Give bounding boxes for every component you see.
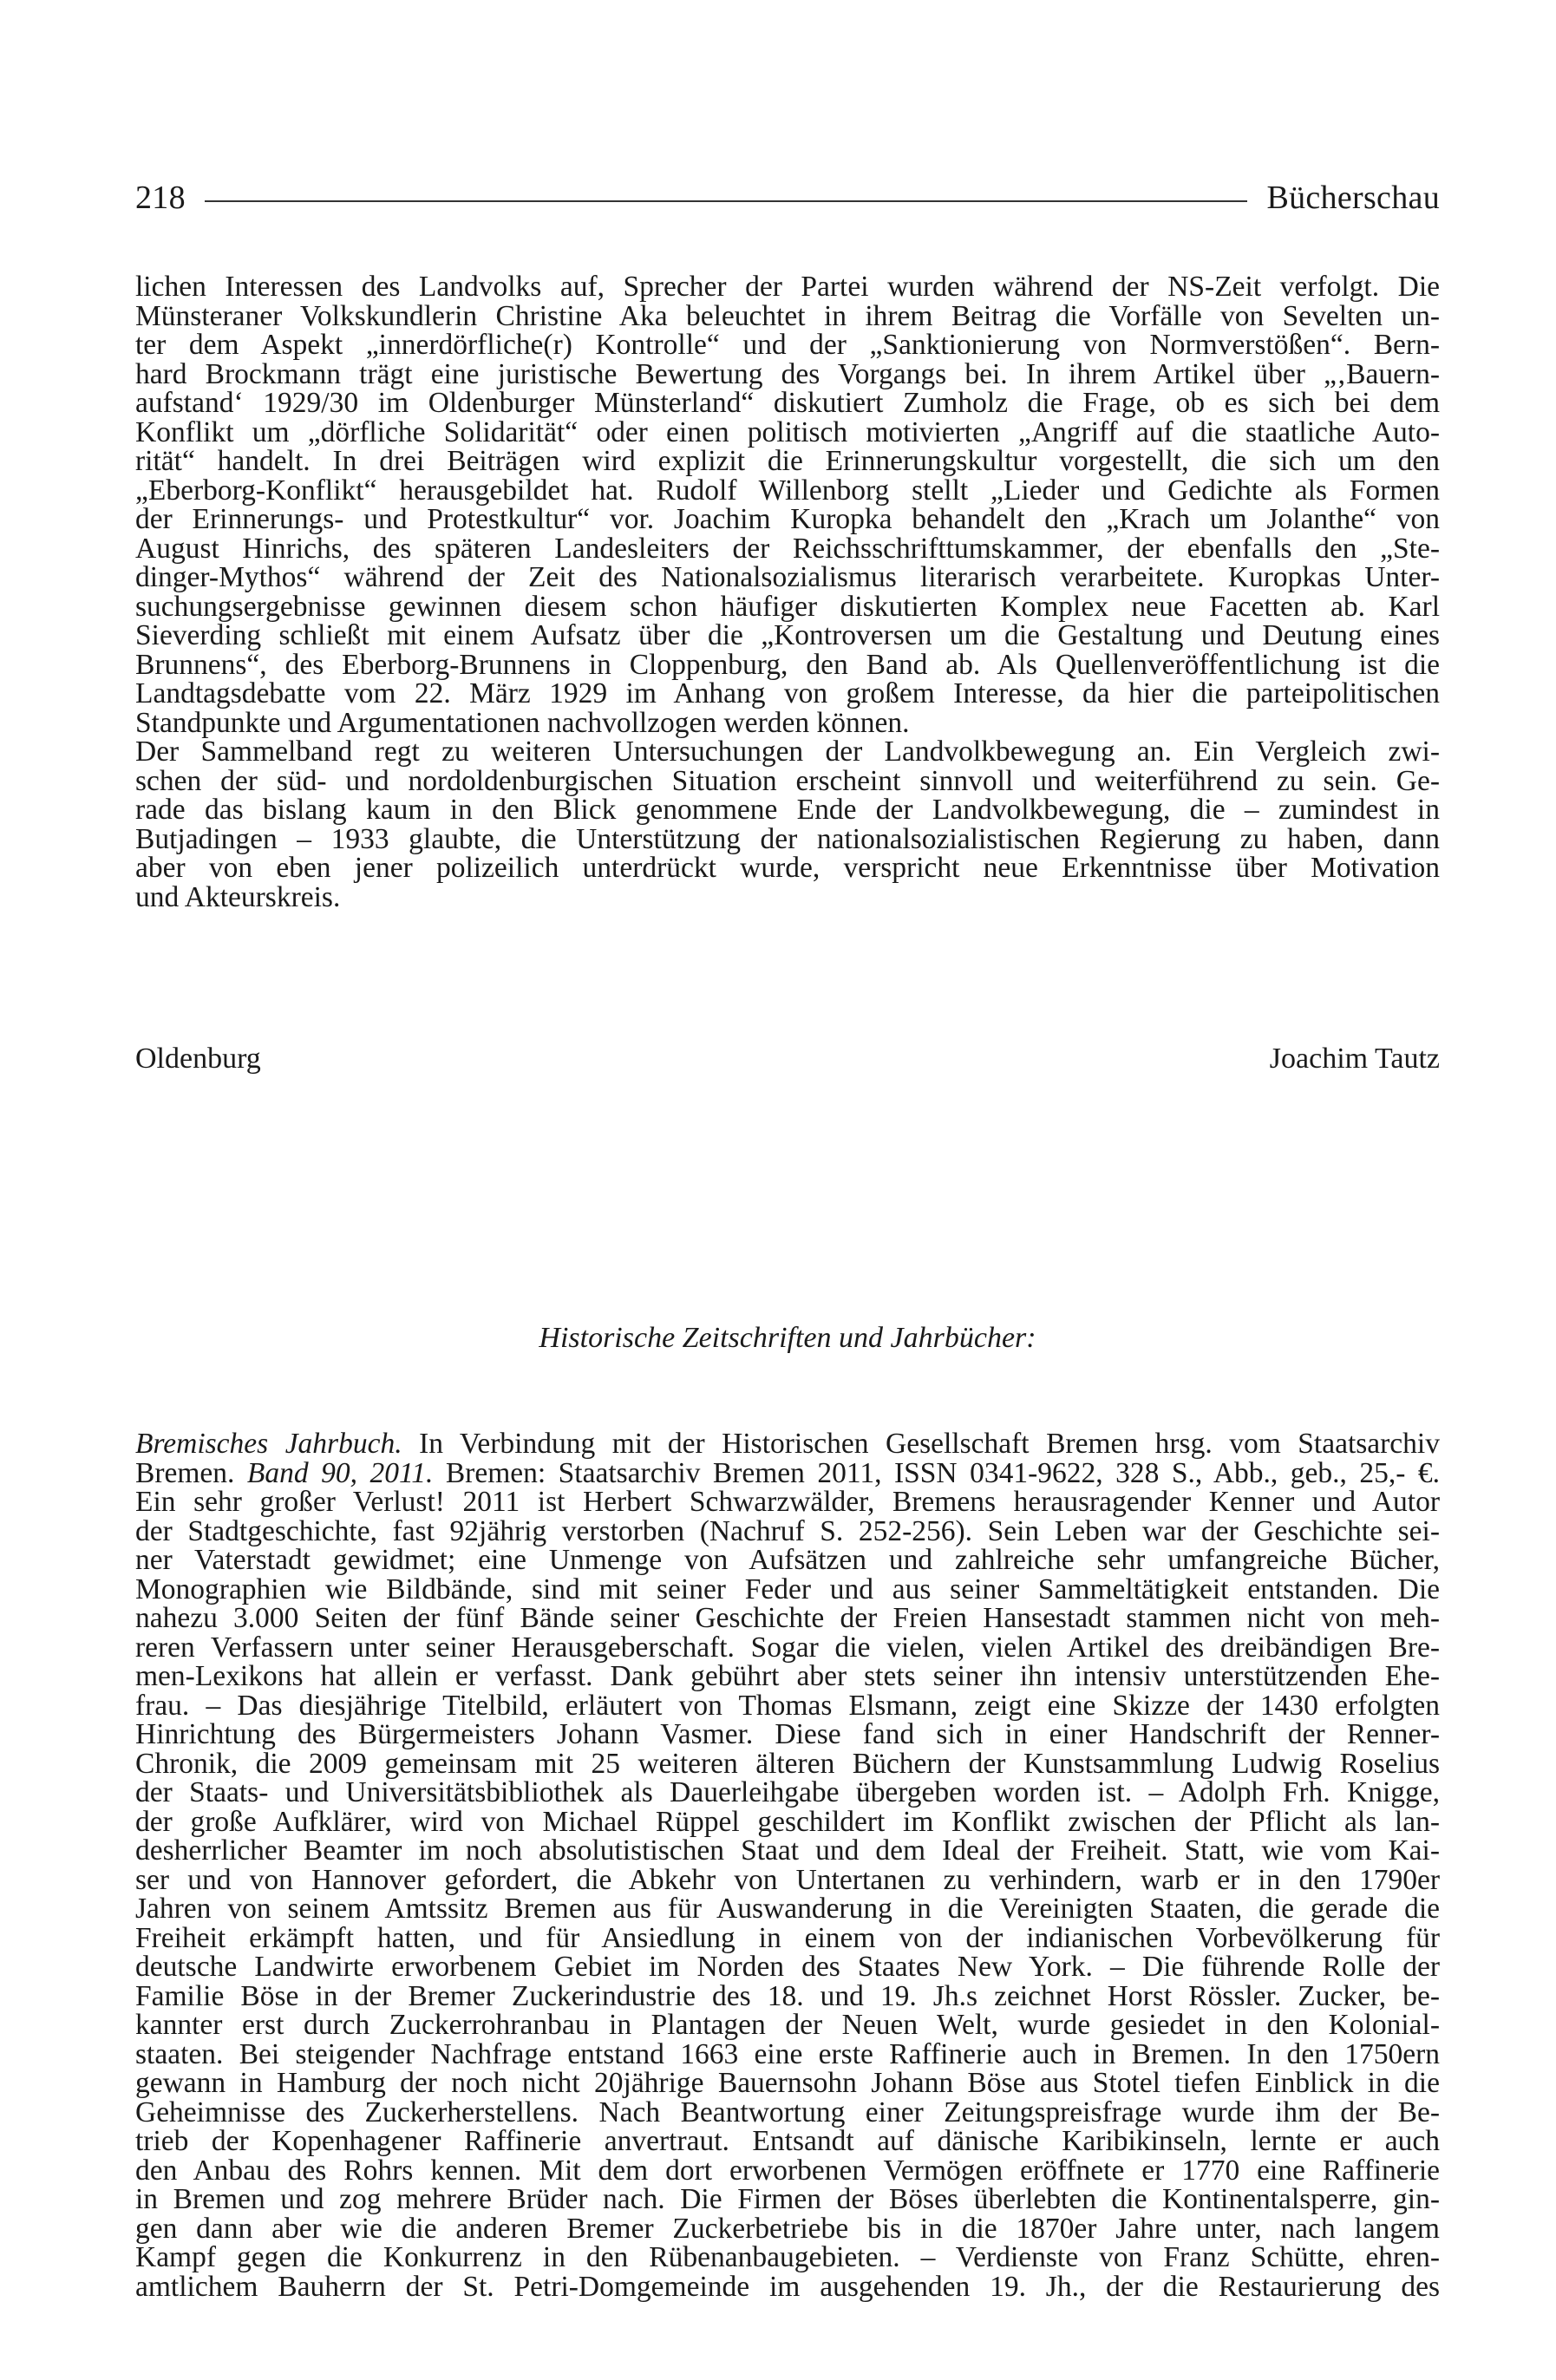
text-line: August Hinrichs, des späteren Landesleiters der Reichsschrifttumskammer, der ebenfalls den „Ste- bbox=[135, 532, 1440, 565]
text-line: „Eberborg-Konflikt“ herausgebildet hat. Rudolf Willenborg stellt „Lieder und Gedichte als Formen bbox=[135, 474, 1440, 507]
section-heading: Historische Zeitschriften und Jahrbücher: bbox=[539, 1322, 1036, 1354]
signature-author: Joachim Tautz bbox=[1269, 1043, 1440, 1075]
text-line: ser und von Hannover gefordert, die Abkehr von Untertanen zu verhindern, warb er in den 1790er bbox=[135, 1863, 1440, 1896]
text-line: Freiheit erkämpft hatten, und für Ansiedlung in einem von der indianischen Vorbevölkerung für bbox=[135, 1921, 1440, 1954]
text-line: gewann in Hamburg der noch nicht 20jährige Bauernsohn Johann Böse aus Stotel tiefen Einblick in die bbox=[135, 2067, 1440, 2099]
text-line: trieb der Kopenhagener Raffinerie anvertraut. Entsandt auf dänische Karibikinseln, lernte er auch bbox=[135, 2125, 1440, 2157]
text-line: und Akteurskreis. bbox=[135, 880, 341, 913]
text-line: schen der süd- und nordoldenburgischen Situation erscheint sinnvoll und weiterführend zu sein. Ge- bbox=[135, 764, 1440, 797]
text-line: desherrlicher Beamter im noch absolutistischen Staat und dem Ideal der Freiheit. Statt, wie vom Kai- bbox=[135, 1834, 1440, 1867]
journal-line-rest: In Verbindung mit der Historischen Gesellschaft Bremen hrsg. vom Staatsarchiv bbox=[402, 1428, 1440, 1460]
journal-title: Bremisches Jahrbuch. bbox=[135, 1428, 402, 1460]
text-line: Jahren von seinem Amtssitz Bremen aus für Auswanderung in die Vereinigten Staaten, die gerade die bbox=[135, 1893, 1440, 1925]
review-signature bbox=[135, 1043, 1440, 1077]
text-line: Landtagsdebatte vom 22. März 1929 im Anhang von großem Interesse, da hier die parteipolitischen bbox=[135, 677, 1440, 709]
text-line: aufstand‘ 1929/30 im Oldenburger Münsterland“ diskutiert Zumholz die Frage, ob es sich bei dem bbox=[135, 387, 1440, 419]
text-line: dinger-Mythos“ während der Zeit des Nationalsozialismus literarisch verarbeitete. Kuropkas Unter- bbox=[135, 561, 1440, 593]
text-line: in Bremen und zog mehrere Brüder nach. Die Firmen der Böses überlebten die Kontinentalsperre, gin- bbox=[135, 2183, 1440, 2215]
journal-volume: Band 90, 2011. bbox=[246, 1456, 434, 1489]
text-line: nahezu 3.000 Seiten der fünf Bände seiner Geschichte der Freien Hansestadt stammen nicht von meh- bbox=[135, 1602, 1440, 1634]
text-line: Brunnens“, des Eberborg-Brunnens in Cloppenburg, den Band ab. Als Quellenveröffentlichung ist die bbox=[135, 648, 1440, 681]
text-line: Kampf gegen die Konkurrenz in den Rübenanbaugebieten. – Verdienste von Franz Schütte, ehren- bbox=[135, 2241, 1440, 2273]
text-line: kannter erst durch Zuckerrohranbau in Plantagen der Neuen Welt, wurde gesiedet in den Kolonial- bbox=[135, 2009, 1440, 2041]
text-line: lichen Interessen des Landvolks auf, Sprecher der Partei wurden während der NS-Zeit verfolgt. Die bbox=[135, 271, 1440, 303]
text-line: der Staats- und Universitätsbibliothek als Dauerleihgabe übergeben worden ist. – Adolph Frh. Knigge, bbox=[135, 1776, 1440, 1808]
text-line: deutsche Landwirte erworbenem Gebiet im Norden des Staates New York. – Die führende Rolle der bbox=[135, 1951, 1440, 1983]
text-line: hard Brockmann trägt eine juristische Bewertung des Vorgangs bei. In ihrem Artikel über „‚Bauern- bbox=[135, 357, 1440, 390]
running-header bbox=[135, 172, 1440, 224]
text-line: der Erinnerungs- und Protestkultur“ vor. Joachim Kuropka behandelt den „Krach um Jolanthe“ von bbox=[135, 503, 1440, 535]
text-line: Ein sehr großer Verlust! 2011 ist Herbert Schwarzwälder, Bremens herausragender Kenner und Autor bbox=[135, 1486, 1440, 1518]
page-number: 218 bbox=[135, 180, 186, 216]
text-line: frau. – Das diesjährige Titelbild, erläutert von Thomas Elsmann, zeigt eine Skizze der 1430 erfolgten bbox=[135, 1689, 1440, 1722]
text-line: men-Lexikons hat allein er verfasst. Dank gebührt aber stets seiner ihn intensiv unterstützenden Ehe- bbox=[135, 1660, 1440, 1692]
text-line: staaten. Bei steigender Nachfrage entstand 1663 eine erste Raffinerie auch in Bremen. In den 1750ern bbox=[135, 2037, 1440, 2070]
text-line: rität“ handelt. In drei Beiträgen wird explizit die Erinnerungskultur vorgestellt, die sich um den bbox=[135, 445, 1440, 477]
text-line: amtlichem Bauherrn der St. Petri-Domgemeinde im ausgehenden 19. Jh., der die Restaurierung des bbox=[135, 2270, 1440, 2303]
header-rule bbox=[205, 200, 1248, 202]
text-line: den Anbau des Rohrs kennen. Mit dem dort erworbenen Vermögen eröffnete er 1770 eine Raffinerie bbox=[135, 2154, 1440, 2187]
text-line: der Stadtgeschichte, fast 92jährig verstorben (Nachruf S. 252-256). Sein Leben war der Geschichte sei- bbox=[135, 1514, 1440, 1547]
text-line: Familie Böse in der Bremer Zuckerindustrie des 18. und 19. Jh.s zeichnet Horst Rössler. Zucker, be- bbox=[135, 1979, 1440, 2012]
text-line: Geheimnisse des Zuckerherstellens. Nach Beantwortung einer Zeitungspreisfrage wurde ihm der Be- bbox=[135, 2096, 1440, 2128]
signature-place: Oldenburg bbox=[135, 1043, 261, 1075]
text-line: Standpunkte und Argumentationen nachvollzogen werden können. bbox=[135, 706, 910, 739]
text-line: Sieverding schließt mit einem Aufsatz über die „Kontroversen um die Gestaltung und Deutung eines bbox=[135, 619, 1440, 651]
text-line: Chronik, die 2009 gemeinsam mit 25 weiteren älteren Büchern der Kunstsammlung Ludwig Roselius bbox=[135, 1747, 1440, 1780]
text-line: ter dem Aspekt „innerdörfliche(r) Kontrolle“ und der „Sanktionierung von Normverstößen“. Bern- bbox=[135, 329, 1440, 361]
text-line: reren Verfassern unter seiner Herausgeberschaft. Sogar die vielen, vielen Artikel des dreibändigen Bre- bbox=[135, 1631, 1440, 1664]
text-line: Hinrichtung des Bürgermeisters Johann Vasmer. Diese fand sich in einer Handschrift der Renner- bbox=[135, 1718, 1440, 1750]
text-line: suchungsergebnisse gewinnen diesem schon häufiger diskutierten Komplex neue Facetten ab. Karl bbox=[135, 590, 1440, 623]
text-line: Butjadingen – 1933 glaubte, die Unterstützung der nationalsozialistischen Regierung zu haben, dann bbox=[135, 822, 1440, 855]
text-line: Der Sammelband regt zu weiteren Untersuchungen der Landvolkbewegung an. Ein Vergleich zwi- bbox=[135, 736, 1440, 768]
text-line: gen dann aber wie die anderen Bremer Zuckerbetriebe bis in die 1870er Jahre unter, nach langem bbox=[135, 2212, 1440, 2245]
text-line: aber von eben jener polizeilich unterdrückt wurde, verspricht neue Erkenntnisse über Motivation bbox=[135, 852, 1440, 884]
text-line: Monographien wie Bildbände, sind mit seiner Feder und aus seiner Sammeltätigkeit entstanden. Die bbox=[135, 1572, 1440, 1605]
text-line: rade das bislang kaum in den Blick genommene Ende der Landvolkbewegung, die – zumindest in bbox=[135, 794, 1440, 826]
text-line: ner Vaterstadt gewidmet; eine Unmenge von Aufsätzen und zahlreiche sehr umfangreiche Bücher, bbox=[135, 1544, 1440, 1576]
journal-text-block bbox=[135, 1429, 1440, 2301]
text-line: Konflikt um „dörfliche Solidarität“ oder einen politisch motivierten „Angriff auf die staatliche Auto- bbox=[135, 415, 1440, 448]
text-line: Münsteraner Volkskundlerin Christine Aka beleuchtet in ihrem Beitrag die Vorfälle von Sevelten un- bbox=[135, 299, 1440, 332]
text-line bbox=[135, 1429, 1440, 1459]
text-line: der große Aufklärer, wird von Michael Rüppel geschildert im Konflikt zwischen der Pflicht als lan- bbox=[135, 1805, 1440, 1838]
section-title: Bücherschau bbox=[1266, 180, 1440, 216]
text-line: Bremen. Band 90, 2011. Bremen: Staatsarchiv Bremen 2011, ISSN 0341-9622, 328 S., Abb., geb., 25,- €. bbox=[135, 1456, 1440, 1489]
review-text-block bbox=[135, 272, 1440, 912]
